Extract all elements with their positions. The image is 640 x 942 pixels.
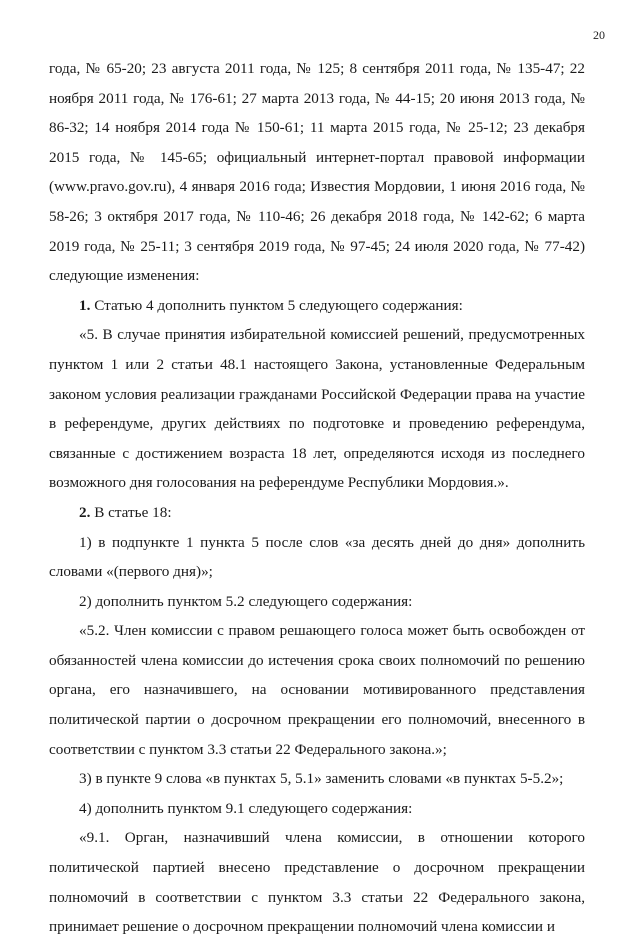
paragraph-subpoint-3: 3) в пункте 9 слова «в пунктах 5, 5.1» заменить словами «в пунктах 5-5.2»; xyxy=(79,770,564,788)
point-text: Статью 4 дополнить пунктом 5 следующего содержания: xyxy=(90,296,463,314)
paragraph-clause-5-2: «5.2. Член комиссии с правом решающего голоса может быть освобожден от обязанностей члена комиссии до истечения срока своих полномочий по решению органа, его назначившего, на основании мотивированного представления политической партии о досрочном прекращении его полномочий, внесенного в соответствии с пунктом 3.3 статьи 22 Федерального закона.»; xyxy=(49,622,585,758)
document-body xyxy=(49,54,585,942)
page-number: 20 xyxy=(593,28,605,42)
point-number: 2. xyxy=(79,503,91,521)
point-number: 1. xyxy=(79,296,91,314)
paragraph-subpoint-4: 4) дополнить пунктом 9.1 следующего содержания: xyxy=(79,799,413,817)
paragraph-point-1 xyxy=(49,291,585,321)
paragraph-subpoint-2: 2) дополнить пунктом 5.2 следующего содержания: xyxy=(79,592,413,610)
paragraph-clause-9-1: «9.1. Орган, назначивший члена комиссии, в отношении которого политической партией внесено представление о досрочном прекращении полномочий в соответствии с пунктом 3.3 статьи 22 Федерального закона, принимает решение о досрочном прекращении полномочий члена комиссии и xyxy=(49,829,585,936)
paragraph-point-2 xyxy=(49,498,585,528)
paragraph-amendment-sources: года, № 65-20; 23 августа 2011 года, № 125; 8 сентября 2011 года, № 135-47; 22 ноября 2011 года, № 176-61; 27 марта 2013 года, № 44-15; 20 июня 2013 года, № 86-32; 14 ноября 2014 года № 150-61; 11 марта 2015 года, № 25-12; 23 декабря 2015 года, № 145-65; официальный интернет-портал правовой информации (www.pravo.gov.ru), 4 января 2016 года; Известия Мордовии, 1 июня 2016 года, № 58-26; 3 октября 2017 года, № 110-46; 26 декабря 2018 года, № 142-62; 6 марта 2019 года, № 25-11; 3 сентября 2019 года, № 97-45; 24 июля 2020 года, № 77-42) следующие изменения: xyxy=(49,60,585,285)
paragraph-subpoint-1: 1) в подпункте 1 пункта 5 после слов «за десять дней до дня» дополнить словами «(первого дня)»; xyxy=(49,533,585,581)
point-text: В статье 18: xyxy=(90,503,172,521)
paragraph-article-4-clause-5: «5. В случае принятия избирательной комиссией решений, предусмотренных пунктом 1 или 2 статьи 48.1 настоящего Закона, установленные Федеральным законом условия реализации гражданами Российской Федерации права на участие в референдуме, других действиях по подготовке и проведению референдума, связанные с достижением возраста 18 лет, определяются исходя из последнего возможного дня голосования на референдуме Республики Мордовия.». xyxy=(49,326,585,492)
